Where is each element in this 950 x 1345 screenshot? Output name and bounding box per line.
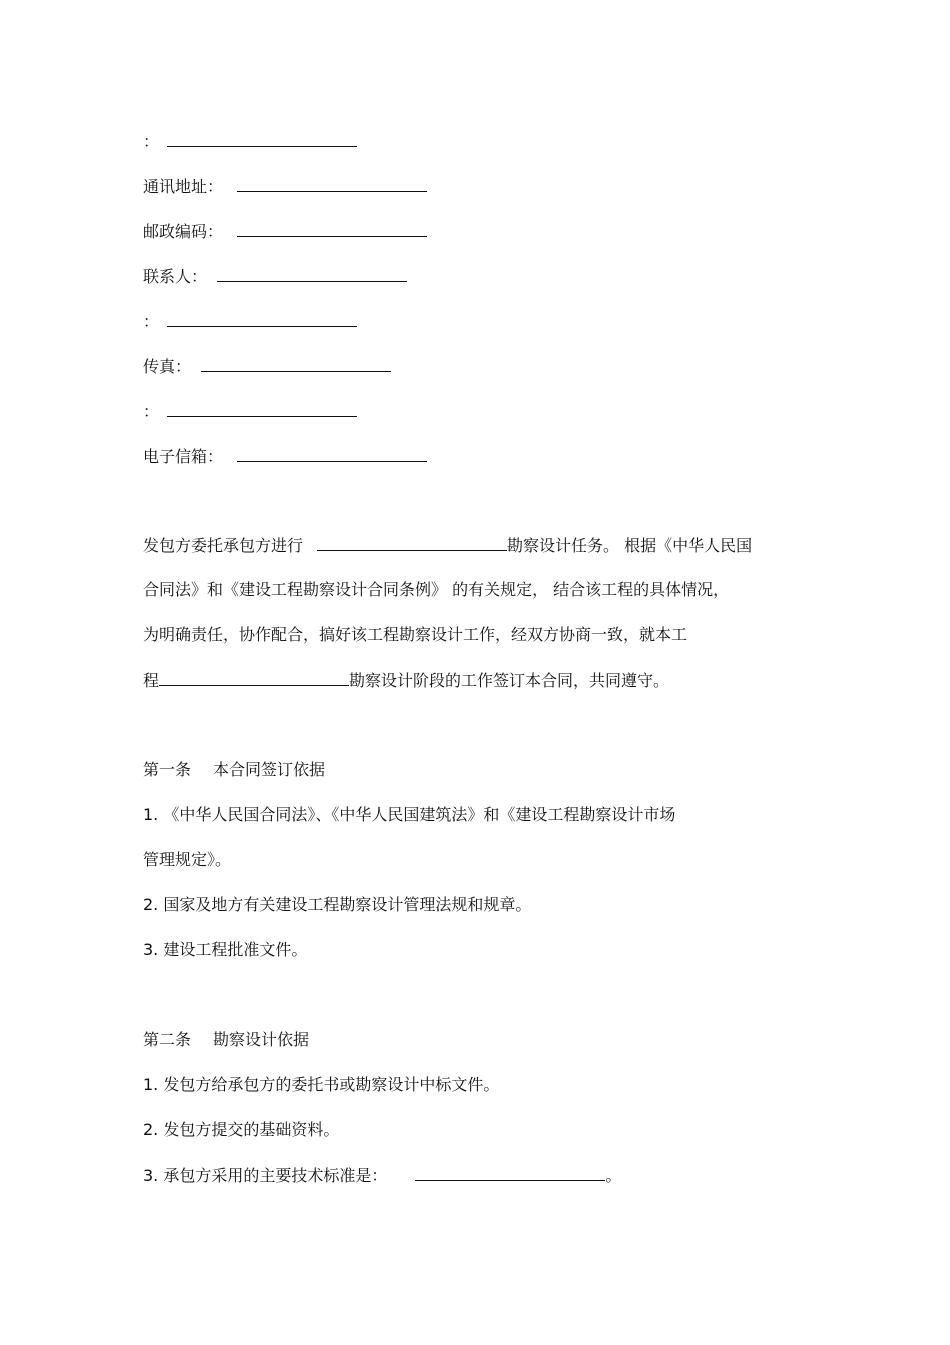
preamble-text: 合同法》和《建设工程勘察设计合同条例》 的有关规定， 结合该工程的具体情况， [143, 580, 730, 599]
list-item-text: 2. 发包方提交的基础资料。 [143, 1120, 340, 1139]
preamble-line-3 [143, 624, 687, 646]
contact-field-blank-2 [143, 310, 357, 332]
preamble-text: 勘察设计任务。 根据《中华人民国 [507, 536, 753, 555]
article-1-item-1-cont [143, 849, 231, 871]
field-colon: ： [207, 447, 224, 466]
field-label: 电子信箱 [143, 447, 208, 466]
field-label: 邮政编码 [143, 222, 208, 241]
contact-field-postcode [143, 220, 427, 242]
list-item-text: 3. 建设工程批准文件。 [143, 940, 308, 959]
preamble-text: 勘察设计阶段的工作签订本合同，共同遵守。 [349, 671, 670, 690]
field-colon: ： [143, 132, 160, 151]
contact-field-contact-person [143, 265, 407, 287]
fill-in-blank [415, 1164, 605, 1181]
fill-in-blank [167, 400, 357, 417]
list-item-text: 3. 承包方采用的主要技术标准是： [143, 1166, 388, 1185]
fill-in-blank [237, 220, 427, 237]
field-colon: ： [207, 177, 224, 196]
article-1-item-1 [143, 804, 675, 826]
fill-in-blank [237, 175, 427, 192]
contact-field-address [143, 175, 427, 197]
field-colon: ： [207, 222, 224, 241]
article-1-heading [143, 759, 325, 781]
field-colon: ： [143, 312, 160, 331]
field-label: 传真 [143, 357, 176, 376]
fill-in-blank [159, 669, 349, 686]
list-item-text: 1. 发包方给承包方的委托书或勘察设计中标文件。 [143, 1075, 500, 1094]
article-1-item-3 [143, 939, 307, 961]
preamble-line-1 [143, 534, 752, 556]
article-2-item-3 [143, 1164, 621, 1186]
fill-in-blank [217, 265, 407, 282]
preamble-text: 程 [143, 671, 160, 690]
preamble-text: 发包方委托承包方进行 [143, 536, 304, 555]
article-title: 本合同签订依据 [213, 760, 326, 779]
field-colon: ： [143, 402, 160, 421]
contact-field-fax [143, 355, 391, 377]
article-1-item-2 [143, 894, 531, 916]
field-colon: ： [175, 357, 192, 376]
preamble-line-2 [143, 579, 729, 601]
list-item-text: 2. 国家及地方有关建设工程勘察设计管理法规和规章。 [143, 895, 532, 914]
fill-in-blank [167, 130, 357, 147]
article-2-heading [143, 1029, 309, 1051]
article-2-item-2 [143, 1119, 339, 1141]
fill-in-blank [317, 534, 507, 551]
article-2-item-1 [143, 1074, 499, 1096]
contact-field-email [143, 445, 427, 467]
fill-in-blank [167, 310, 357, 327]
fill-in-blank [201, 355, 391, 372]
list-item-text: 管理规定》。 [143, 850, 232, 869]
preamble-line-4 [143, 669, 669, 691]
contact-field-blank-1 [143, 130, 357, 152]
article-title: 勘察设计依据 [213, 1030, 310, 1049]
contact-field-blank-3 [143, 400, 357, 422]
field-label: 通讯地址 [143, 177, 208, 196]
article-number: 第二条 [143, 1030, 192, 1049]
list-item-text: 。 [605, 1166, 622, 1185]
fill-in-blank [237, 445, 427, 462]
article-number: 第一条 [143, 760, 192, 779]
field-colon: ： [191, 267, 208, 286]
list-item-text: 1. 《中华人民国合同法》、《中华人民国建筑法》和《建设工程勘察设计市场 [143, 805, 676, 824]
field-label: 联系人 [143, 267, 192, 286]
preamble-text: 为明确责任，协作配合，搞好该工程勘察设计工作，经双方协商一致，就本工 [143, 625, 688, 644]
